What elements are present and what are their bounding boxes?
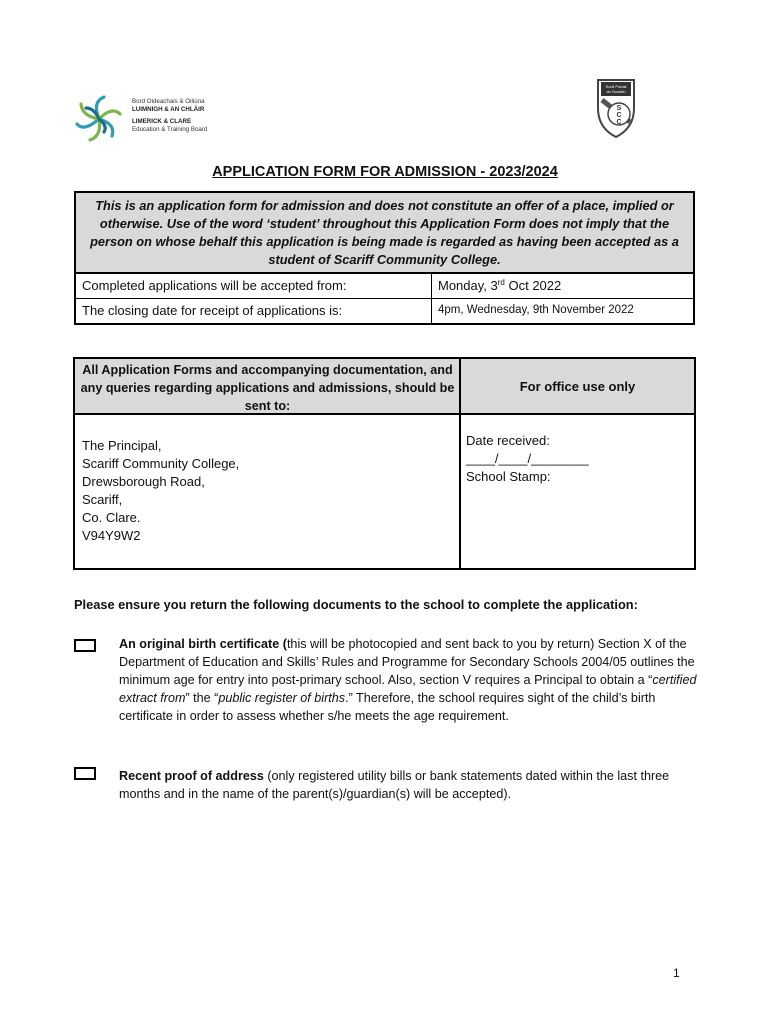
address-line: Scariff Community College, (82, 456, 240, 471)
admission-notice: This is an application form for admission and does not constitute an offer of a place, implied or otherwise. Use of the word ‘student’ throughout this Application Form does not imply that the person on whose behalf this application is being made is regarded as having been accepted as a student of Scariff Community College. (76, 193, 693, 274)
birth-certificate-checkbox[interactable] (74, 639, 96, 652)
address-line: The Principal, (82, 438, 162, 453)
contact-header: All Application Forms and accompanying documentation, and any queries regarding applications and admissions, should be sent to: (75, 359, 460, 415)
address-line: V94Y9W2 (82, 528, 141, 543)
accept-date-value: Monday, 3rd Oct 2022 (438, 278, 562, 293)
svg-text:S: S (616, 105, 622, 112)
accept-date-label: Completed applications will be accepted from: (82, 278, 347, 293)
crest-shield-icon (592, 74, 640, 140)
etb-logo-line: Bord Oideachais & Oiliúna (132, 98, 205, 105)
office-use-header: For office use only (461, 359, 694, 415)
birth-certificate-title: An original birth certificate ( (119, 637, 287, 651)
etb-logo-line: LIMERICK & CLARE (132, 117, 192, 125)
address-line: Drewsborough Road, (82, 474, 205, 489)
school-stamp-label: School Stamp: (466, 469, 551, 484)
closing-date-value: 4pm, Wednesday, 9th November 2022 (438, 304, 634, 316)
svg-text:C: C (616, 119, 622, 126)
contact-table (73, 357, 696, 570)
svg-text:an Scairbh: an Scairbh (606, 89, 626, 94)
address-line: Scariff, (82, 492, 123, 507)
accept-date-row (76, 274, 693, 299)
etb-logo (72, 92, 222, 144)
birth-certificate-item: An original birth certificate (this will be photocopied and sent back to you by return) Section X of the Department of Education and Skills’ Rules and Programme for Secondary Schools 2004/05 outlines the minimum age for entry into post-primary school. Also, section V requires a Principal to obtain a “certified extract from” the “public register of births.” Therefore, the school requires sight of the child’s birth certificate in order to assess whether s/he meets the age requirement. (119, 637, 697, 723)
etb-logo-line: Education & Training Board (132, 125, 208, 133)
closing-date-row (76, 299, 693, 323)
notice-table (74, 191, 695, 325)
etb-logo-line: LUIMNIGH & AN CHLÁIR (132, 106, 205, 114)
proof-of-address-checkbox[interactable] (74, 767, 96, 780)
proof-of-address-title: Recent proof of address (119, 769, 264, 783)
svg-text:Scoil Pobail: Scoil Pobail (605, 84, 627, 89)
proof-of-address-item: Recent proof of address (only registered utility bills or bank statements dated within the last three months and in the name of the parent(s)/guardian(s) will be accepted). (119, 769, 670, 801)
document-instructions: Please ensure you return the following documents to the school to complete the application: (74, 597, 638, 612)
column-divider (459, 359, 461, 568)
address-line: Co. Clare. (82, 510, 141, 525)
svg-text:C: C (616, 112, 622, 119)
postal-address (82, 437, 239, 545)
date-received-field[interactable]: ____/____/________ (466, 451, 589, 466)
page-title: APPLICATION FORM FOR ADMISSION - 2023/2024 (212, 164, 558, 180)
school-crest (592, 74, 640, 140)
page-number: 1 (673, 966, 680, 980)
column-divider (431, 274, 432, 323)
closing-date-label: The closing date for receipt of applications is: (82, 303, 343, 318)
office-use-fields (466, 432, 589, 486)
etb-swirl-icon (72, 94, 126, 144)
date-received-label: Date received: (466, 433, 550, 448)
